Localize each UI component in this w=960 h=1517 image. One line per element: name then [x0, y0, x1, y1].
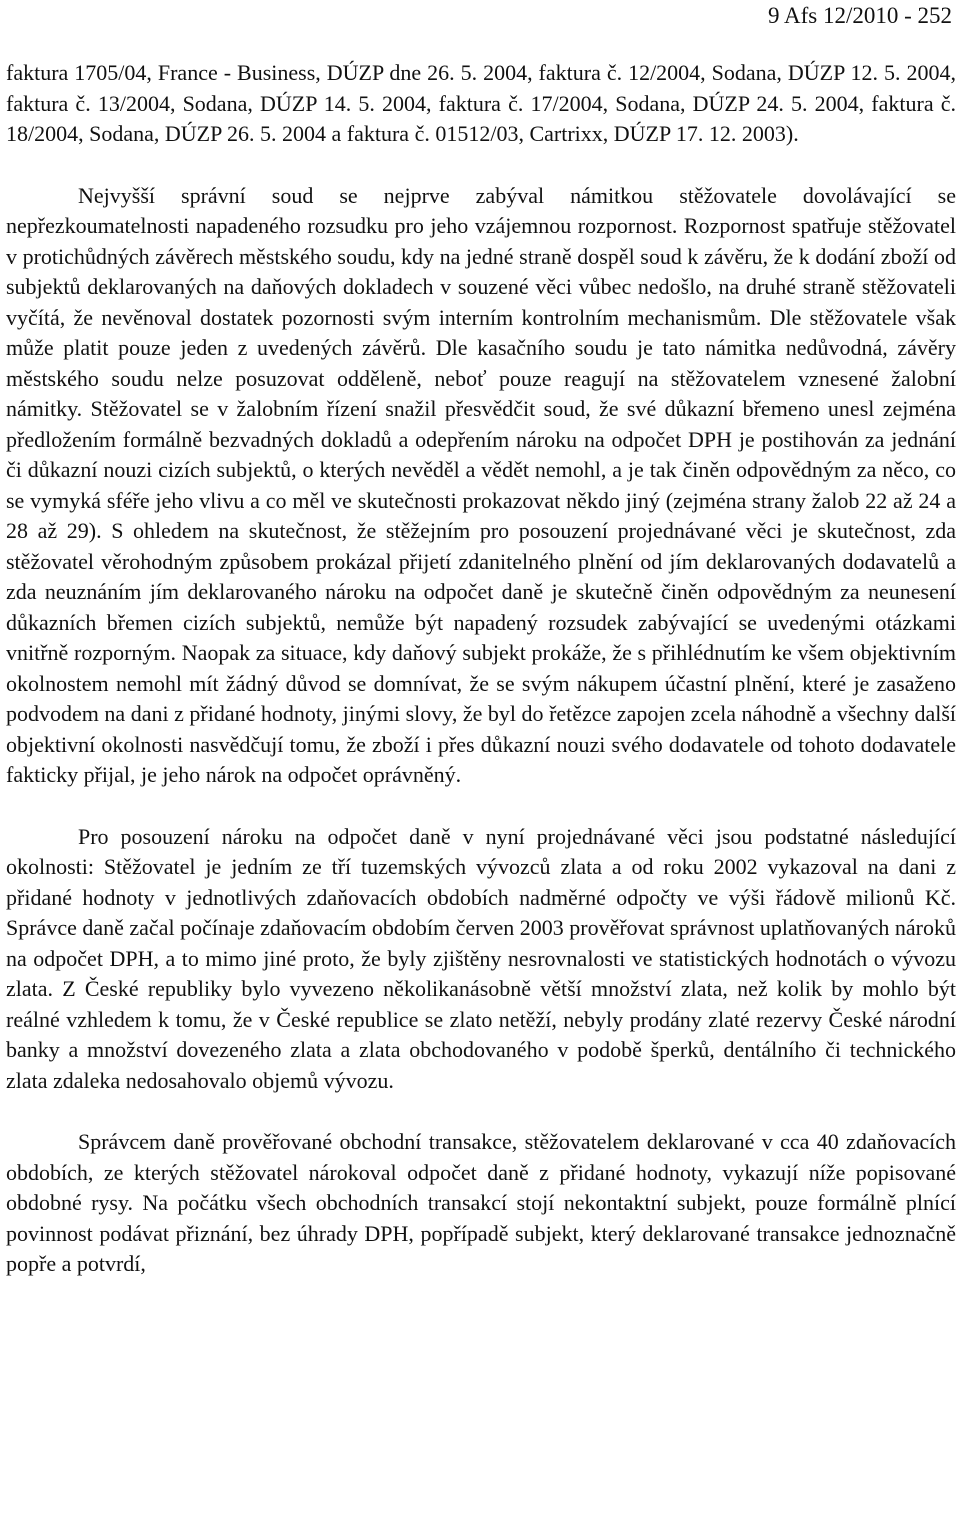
case-number-header: 9 Afs 12/2010 - 252 [768, 3, 952, 28]
document-body [6, 58, 956, 1280]
paragraph-circumstances: Pro posouzení nároku na odpočet daně v nyní projednávané věci jsou podstatné následující okolnosti: Stěžovatel je jedním ze tří tuzemských vývozců zlata a od roku 2002 vykazoval na dani z přidané hodnoty v jednotlivých zdaňovacích obdobích nadměrné odpočty ve výši řádově milionů Kč. Správce daně začal počínaje zdaňovacím obdobím červen 2003 prověřovat správnost uplatňovaných nároků na odpočet DPH, a to mimo jiné proto, že byly zjištěny nesrovnalosti ve statistických hodnotách o vývozu zlata. Z České republiky bylo vyvezeno několikanásobně větší množství zlata, než kolik by mohlo být reálné vzhledem k tomu, že v České republice se zlato netěží, nebyly prodány zlaté rezervy České národní banky a množství dovezeného zlata a zlata obchodovaného v podobě šperků, dentálního či technického zlata zdaleka nedosahovalo objemů vývozu. [6, 823, 956, 1093]
paragraph-invoice-list: faktura 1705/04, France - Business, DÚZP dne 26. 5. 2004, faktura č. 12/2004, Sodana, DÚZP 12. 5. 2004, faktura č. 13/2004, Sodana, DÚZP 14. 5. 2004, faktura č. 17/2004, Sodana, DÚZP 24. 5. 2004, faktura č. 18/2004, Sodana, DÚZP 26. 5. 2004 a faktura č. 01512/03, Cartrixx, DÚZP 17. 12. 2003). [6, 60, 956, 146]
paragraph-transactions: Správcem daně prověřované obchodní transakce, stěžovatelem deklarované v cca 40 zdaňovacích obdobích, ze kterých stěžovatel nárokoval odpočet daně z přidané hodnoty, vykazují níže popisované obdobné rysy. Na počátku všech obchodních transakcí stojí nekontaktní subjekt, pouze formálně plnící povinnost podávat přiznání, bez úhrady DPH, popřípadě subjekt, který deklarované transakce jednoznačně popře a potvrdí, [6, 1129, 956, 1276]
paragraph-court-reasoning: Nejvyšší správní soud se nejprve zabýval námitkou stěžovatele dovolávající se nepřezkoumatelnosti napadeného rozsudku pro jeho vzájemnou rozpornost. Rozpornost spatřuje stěžovatel v protichůdných závěrech městského soudu, kdy na jedné straně dospěl soud k závěru, že k dodání zboží od subjektů deklarovaných na daňových dokladech v souzené věci vůbec nedošlo, na druhé straně stěžovateli vyčítá, že nevěnoval dostatek pozornosti svým interním kontrolním mechanismům. Dle stěžovatele však může platit pouze jeden z uvedených závěrů. Dle kasačního soudu je tato námitka nedůvodná, závěry městského soudu nelze posuzovat odděleně, neboť pouze reagují na stěžovatelem vznesené žalobní námitky. Stěžovatel se v žalobním řízení snažil přesvědčit soud, že své důkazní břemeno unesl zejména předložením formálně bezvadných dokladů a odepřením nároku na odpočet DPH je postihován za jednání či důkazní nouzi cizích subjektů, o kterých nevěděl a vědět nemohl, a je tak činěn odpovědným za něco, co se vymyká sféře jeho vlivu a co měl ve skutečnosti prokazovat někdo jiný (zejména strany žalob 22 až 24 a 28 až 29). S ohledem na skutečnost, že stěžejním pro posouzení projednávané věci je skutečnost, zda stěžovatel věrohodným způsobem prokázal přijetí zdanitelného plnění od jím deklarovaných dodavatelů a zda neuznáním jím deklarovaného nároku na odpočet daně je skutečně činěn odpovědným za neunesení důkazních břemen cizích subjektů, nemůže být napadený rozsudek zabývající se uvedenými otázkami vnitřně rozporným. Naopak za situace, kdy daňový subjekt prokáže, že s přihlédnutím ke všem objektivním okolnostem nemohl mít žádný důvod se domnívat, že se svým nákupem účastní plnění, které je zasaženo podvodem na dani z přidané hodnoty, jinými slovy, že byl do řetězce zapojen zcela náhodně a všechny další objektivní okolnosti nasvědčují tomu, že zboží i přes důkazní nouzi svého dodavatele od tohoto dodavatele fakticky přijal, je jeho nárok na odpočet oprávněný. [6, 182, 956, 787]
